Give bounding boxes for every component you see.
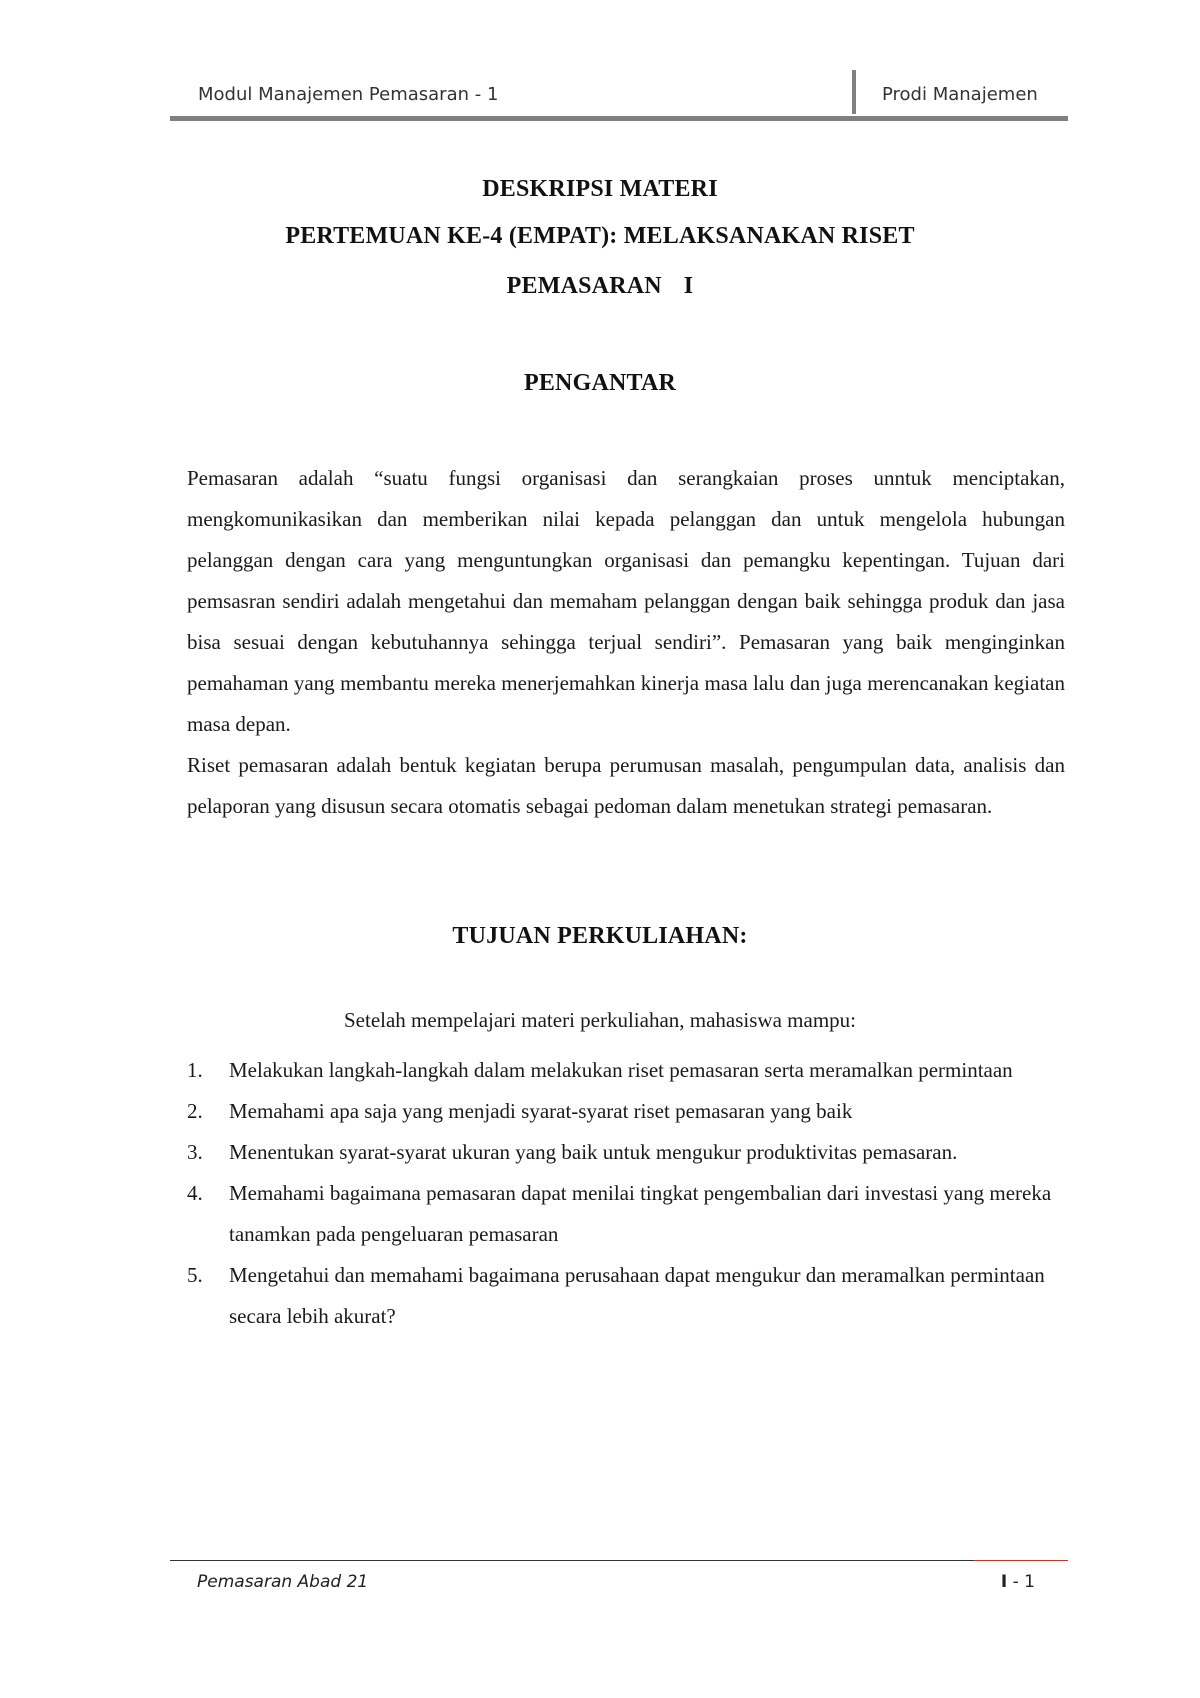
footer-book-title: Pemasaran Abad 21 — [197, 1572, 369, 1592]
list-item-number: 1. — [187, 1058, 203, 1082]
page-number — [1001, 1572, 1035, 1592]
list-item — [187, 1132, 1087, 1173]
page-number-chapter: I — [1000, 1572, 1008, 1592]
intro-paragraph-2: Riset pemasaran adalah bentuk kegiatan berupa perumusan masalah, pengumpulan data, analisis dan pelaporan yang disusun secara otomatis sebagai pedoman dalam menetukan strategi pemasaran. — [187, 753, 1065, 818]
header-divider — [852, 70, 856, 114]
list-item-text: Melakukan langkah-langkah dalam melakukan riset pemasaran serta meramalkan permintaan — [229, 1058, 1013, 1082]
list-item — [187, 1050, 1087, 1091]
section-heading-tujuan: TUJUAN PERKULIAHAN: — [452, 923, 748, 949]
list-item — [187, 1255, 1087, 1337]
list-item — [187, 1091, 1087, 1132]
session-title-numeral: I — [683, 273, 694, 299]
list-item-number: 2. — [187, 1099, 203, 1123]
page-number-suffix: - 1 — [1007, 1572, 1035, 1592]
list-item-text: Memahami apa saja yang menjadi syarat-syarat riset pemasaran yang baik — [229, 1099, 853, 1123]
header-program-name: Prodi Manajemen — [882, 84, 1038, 105]
section-heading-pengantar: PENGANTAR — [523, 370, 677, 396]
footer-rule-accent — [974, 1560, 1068, 1561]
intro-paragraph-1: Pemasaran adalah “suatu fungsi organisasi dan serangkaian proses unntuk menciptakan, mengkomunikasikan dan memberikan nilai kepada pelanggan dan untuk mengelola hubungan pelanggan dengan cara yang menguntungkan organisasi dan pemangku kepentingan. Tujuan dari pemsasran sendiri adalah mengetahui dan memaham pelanggan dengan baik sehingga produk dan jasa bisa sesuai dengan kebutuhannya sehingga terjual sendiri”. Pemasaran yang baik menginginkan pemahaman yang membantu mereka menerjemahkan kinerja masa lalu dan juga merencanakan kegiatan masa depan. — [187, 466, 1065, 736]
list-item-text: Memahami bagaimana pemasaran dapat menilai tingkat pengembalian dari investasi yang mereka tanamkan pada pengeluaran pemasaran — [229, 1181, 1052, 1246]
footer-rule — [170, 1560, 974, 1561]
list-item-number: 3. — [187, 1140, 203, 1164]
objectives-intro: Setelah mempelajari materi perkuliahan, mahasiswa mampu: — [344, 1008, 856, 1032]
session-title-line-1: PERTEMUAN KE-4 (EMPAT): MELAKSANAKAN RISET — [285, 223, 915, 249]
session-title-line-2 — [0, 273, 1200, 300]
list-item-number: 5. — [187, 1263, 203, 1287]
list-item — [187, 1173, 1087, 1255]
objectives-list — [187, 1050, 1087, 1337]
header-rule — [170, 116, 1068, 121]
document-title: DESKRIPSI MATERI — [482, 176, 718, 202]
list-item-text: Mengetahui dan memahami bagaimana perusahaan dapat mengukur dan meramalkan permintaan secara lebih akurat? — [229, 1263, 1045, 1328]
session-title-text: PEMASARAN — [506, 273, 662, 299]
page-header — [170, 70, 1068, 122]
header-module-title: Modul Manajemen Pemasaran - 1 — [198, 84, 499, 105]
list-item-text: Menentukan syarat-syarat ukuran yang baik untuk mengukur produktivitas pemasaran. — [229, 1140, 958, 1164]
list-item-number: 4. — [187, 1181, 203, 1205]
